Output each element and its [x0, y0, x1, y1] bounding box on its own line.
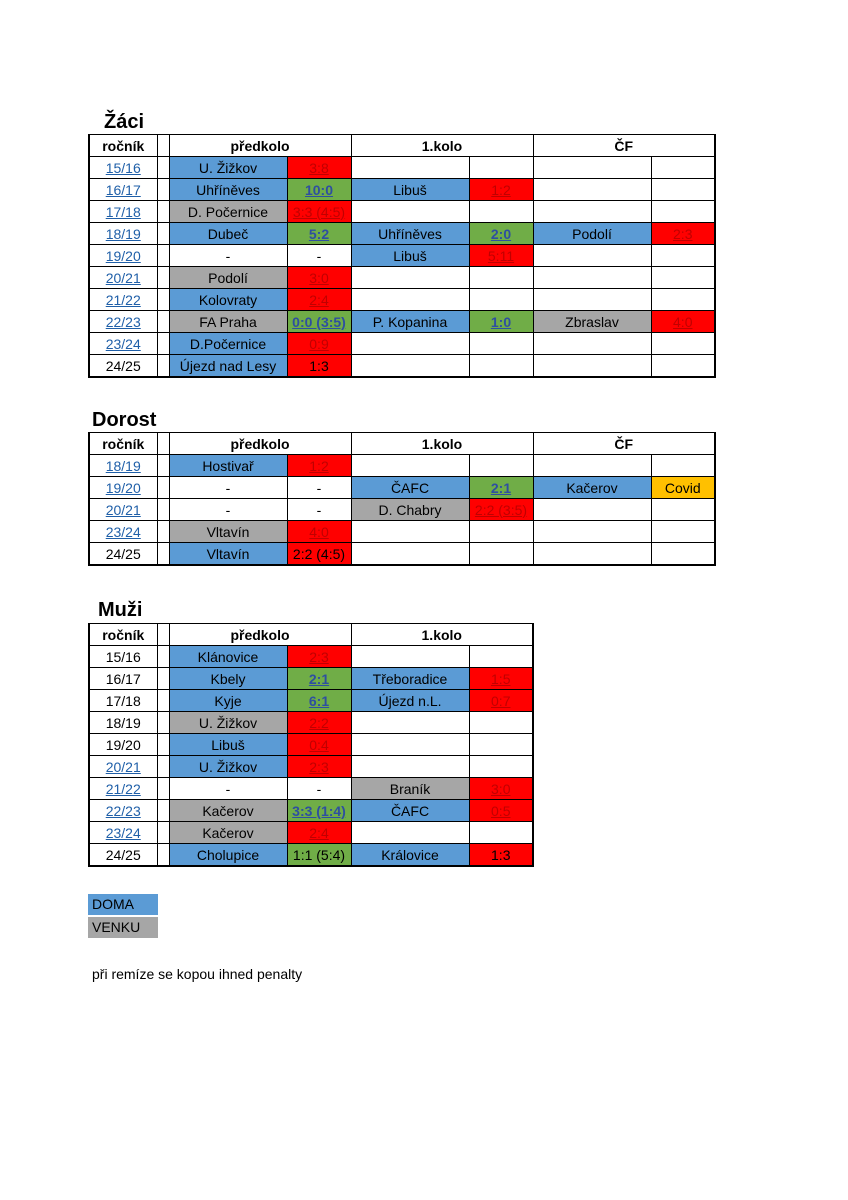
spacer-cell	[157, 712, 169, 734]
spacer-cell	[157, 778, 169, 800]
score-text[interactable]: 3:0	[491, 780, 511, 797]
score-text[interactable]: 1:2	[309, 457, 329, 474]
prelim-opponent: Cholupice	[169, 844, 287, 867]
prelim-score[interactable]	[287, 157, 351, 179]
cf-score	[651, 455, 715, 477]
cf-opponent	[533, 267, 651, 289]
table-row	[89, 455, 715, 477]
score-text[interactable]: 2:2 (3:5)	[474, 501, 528, 518]
prelim-score	[287, 499, 351, 521]
year-cell: 24/25	[89, 355, 157, 378]
table-row	[89, 844, 533, 867]
round1-score[interactable]	[469, 477, 533, 499]
cf-opponent	[533, 521, 651, 543]
round1-score[interactable]	[469, 800, 533, 822]
prelim-score[interactable]	[287, 289, 351, 311]
cf-opponent	[533, 245, 651, 267]
spacer-cell	[157, 822, 169, 844]
spacer-cell	[157, 289, 169, 311]
prelim-score[interactable]	[287, 690, 351, 712]
prelim-score[interactable]	[287, 521, 351, 543]
prelim-score[interactable]	[287, 822, 351, 844]
score-text: Covid	[664, 479, 701, 496]
prelim-score[interactable]	[287, 734, 351, 756]
prelim-score[interactable]	[287, 267, 351, 289]
cf-opponent	[533, 543, 651, 566]
table-zaci	[88, 134, 716, 378]
prelim-opponent: Vltavín	[169, 521, 287, 543]
table-dorost	[88, 432, 716, 566]
score-text[interactable]: 2:4	[309, 824, 329, 841]
year-cell[interactable]: 16/17	[89, 179, 157, 201]
prelim-score[interactable]	[287, 800, 351, 822]
round1-opponent	[351, 712, 469, 734]
cf-score	[651, 289, 715, 311]
prelim-score[interactable]	[287, 455, 351, 477]
round1-opponent	[351, 201, 469, 223]
spacer-cell	[157, 756, 169, 778]
year-cell[interactable]: 22/23	[89, 800, 157, 822]
cf-score	[651, 521, 715, 543]
score-text[interactable]: 10:0	[304, 181, 334, 198]
prelim-opponent: Kačerov	[169, 822, 287, 844]
round1-opponent	[351, 355, 469, 378]
prelim-score	[287, 778, 351, 800]
cf-score	[651, 201, 715, 223]
header-row	[89, 433, 715, 455]
score-text[interactable]: 3:3 (1:4)	[292, 802, 346, 819]
table-row	[89, 521, 715, 543]
spacer-cell	[157, 646, 169, 668]
score-text[interactable]: 4:0	[309, 523, 329, 540]
cf-score	[651, 267, 715, 289]
year-cell[interactable]: 19/20	[89, 477, 157, 499]
spacer-cell	[157, 800, 169, 822]
score-text: 1:3	[309, 357, 329, 374]
round1-score	[469, 355, 533, 378]
prelim-opponent: Újezd nad Lesy	[169, 355, 287, 378]
round1-opponent	[351, 521, 469, 543]
round1-opponent	[351, 734, 469, 756]
header-row	[89, 624, 533, 646]
header-spacer	[157, 433, 169, 455]
round1-opponent: ČAFC	[351, 477, 469, 499]
spacer-cell	[157, 311, 169, 333]
year-cell[interactable]: 23/24	[89, 521, 157, 543]
table-row	[89, 289, 715, 311]
prelim-score	[287, 355, 351, 378]
prelim-opponent: Kbely	[169, 668, 287, 690]
score-text[interactable]: 1:2	[491, 181, 511, 198]
prelim-opponent: -	[169, 499, 287, 521]
table-row	[89, 157, 715, 179]
prelim-opponent: -	[169, 245, 287, 267]
round1-opponent	[351, 333, 469, 355]
prelim-score[interactable]	[287, 712, 351, 734]
section-title-muzi: Muži	[98, 599, 143, 621]
round1-opponent: ČAFC	[351, 800, 469, 822]
year-cell[interactable]: 21/22	[89, 289, 157, 311]
round1-score[interactable]	[469, 690, 533, 712]
table-row	[89, 778, 533, 800]
round1-opponent: Libuš	[351, 179, 469, 201]
year-cell: 17/18	[89, 690, 157, 712]
year-cell[interactable]: 20/21	[89, 499, 157, 521]
round1-score[interactable]	[469, 499, 533, 521]
table-row	[89, 668, 533, 690]
round1-score	[469, 756, 533, 778]
score-text[interactable]: 3:3 (4:5)	[292, 203, 346, 220]
spacer-cell	[157, 521, 169, 543]
cf-score	[651, 157, 715, 179]
prelim-score[interactable]	[287, 223, 351, 245]
cf-score	[651, 543, 715, 566]
prelim-opponent: U. Žižkov	[169, 157, 287, 179]
score-text: 2:2 (4:5)	[292, 545, 346, 562]
score-text: -	[316, 479, 322, 496]
round1-opponent: Třeboradice	[351, 668, 469, 690]
cf-score	[651, 499, 715, 521]
score-text[interactable]: 2:4	[309, 291, 329, 308]
cf-opponent: Zbraslav	[533, 311, 651, 333]
round1-opponent: Braník	[351, 778, 469, 800]
round1-opponent	[351, 756, 469, 778]
header-spacer	[157, 624, 169, 646]
prelim-opponent: Podolí	[169, 267, 287, 289]
year-cell[interactable]: 20/21	[89, 267, 157, 289]
spacer-cell	[157, 267, 169, 289]
round1-opponent: Újezd n.L.	[351, 690, 469, 712]
score-text[interactable]: 2:2	[309, 714, 329, 731]
table-row	[89, 499, 715, 521]
prelim-score	[287, 477, 351, 499]
round1-opponent	[351, 267, 469, 289]
table-row	[89, 477, 715, 499]
prelim-opponent: -	[169, 778, 287, 800]
round1-score[interactable]	[469, 311, 533, 333]
prelim-score[interactable]	[287, 756, 351, 778]
cf-opponent: Kačerov	[533, 477, 651, 499]
round1-opponent	[351, 646, 469, 668]
year-cell[interactable]: 21/22	[89, 778, 157, 800]
score-text: 1:3	[491, 846, 511, 863]
cf-score	[651, 333, 715, 355]
year-cell[interactable]: 23/24	[89, 822, 157, 844]
score-text[interactable]: 6:1	[308, 692, 330, 709]
score-text[interactable]: 2:3	[309, 648, 329, 665]
legend-home: DOMA	[88, 894, 158, 915]
prelim-score[interactable]	[287, 668, 351, 690]
spacer-cell	[157, 355, 169, 378]
header-prelim: předkolo	[169, 433, 351, 455]
prelim-opponent: D.Počernice	[169, 333, 287, 355]
prelim-opponent: Kolovraty	[169, 289, 287, 311]
spacer-cell	[157, 734, 169, 756]
header-prelim: předkolo	[169, 135, 351, 157]
score-text[interactable]: 2:1	[308, 670, 330, 687]
score-text: -	[316, 247, 322, 264]
score-text[interactable]: 2:1	[490, 479, 512, 496]
spacer-cell	[157, 690, 169, 712]
year-cell[interactable]: 17/18	[89, 201, 157, 223]
score-text[interactable]: 1:5	[491, 670, 511, 687]
score-text[interactable]: 5:2	[308, 225, 330, 242]
table-row	[89, 646, 533, 668]
round1-score[interactable]	[469, 778, 533, 800]
year-cell: 16/17	[89, 668, 157, 690]
round1-opponent: P. Kopanina	[351, 311, 469, 333]
year-cell: 19/20	[89, 734, 157, 756]
round1-score	[469, 734, 533, 756]
cf-opponent	[533, 499, 651, 521]
cf-score	[651, 477, 715, 499]
round1-score	[469, 712, 533, 734]
score-text[interactable]: 1:0	[490, 313, 512, 330]
table-row	[89, 333, 715, 355]
spacer-cell	[157, 543, 169, 566]
round1-opponent: D. Chabry	[351, 499, 469, 521]
table-row	[89, 712, 533, 734]
year-cell[interactable]: 18/19	[89, 455, 157, 477]
table-row	[89, 756, 533, 778]
year-cell: 18/19	[89, 712, 157, 734]
round1-score	[469, 289, 533, 311]
header-year: ročník	[89, 624, 157, 646]
cf-score	[651, 355, 715, 378]
spacer-cell	[157, 223, 169, 245]
spacer-cell	[157, 157, 169, 179]
prelim-opponent: D. Počernice	[169, 201, 287, 223]
round1-score	[469, 267, 533, 289]
score-text[interactable]: 2:0	[490, 225, 512, 242]
round1-score	[469, 822, 533, 844]
table-row	[89, 690, 533, 712]
score-text[interactable]: 0:5	[491, 802, 511, 819]
score-text[interactable]: 4:0	[673, 313, 693, 330]
table-row	[89, 311, 715, 333]
prelim-opponent: Dubeč	[169, 223, 287, 245]
round1-opponent: Královice	[351, 844, 469, 867]
score-text[interactable]: 3:0	[309, 269, 329, 286]
prelim-opponent: -	[169, 477, 287, 499]
table-row	[89, 267, 715, 289]
cf-score[interactable]	[651, 311, 715, 333]
prelim-score[interactable]	[287, 646, 351, 668]
round1-score	[469, 844, 533, 867]
prelim-score	[287, 543, 351, 566]
header-cf: ČF	[533, 135, 715, 157]
cf-opponent	[533, 179, 651, 201]
year-cell[interactable]: 19/20	[89, 245, 157, 267]
year-cell[interactable]: 18/19	[89, 223, 157, 245]
score-text[interactable]: 0:4	[309, 736, 329, 753]
header-prelim: předkolo	[169, 624, 351, 646]
table-row	[89, 179, 715, 201]
year-cell: 15/16	[89, 646, 157, 668]
round1-score[interactable]	[469, 223, 533, 245]
legend-away: VENKU	[88, 917, 158, 938]
prelim-opponent: FA Praha	[169, 311, 287, 333]
spacer-cell	[157, 477, 169, 499]
prelim-opponent: Uhříněves	[169, 179, 287, 201]
score-text[interactable]: 0:9	[309, 335, 329, 352]
table-row	[89, 734, 533, 756]
prelim-opponent: Vltavín	[169, 543, 287, 566]
round1-opponent	[351, 157, 469, 179]
table-row	[89, 800, 533, 822]
round1-score[interactable]	[469, 245, 533, 267]
spacer-cell	[157, 844, 169, 867]
spacer-cell	[157, 245, 169, 267]
cf-opponent	[533, 455, 651, 477]
prelim-score[interactable]	[287, 333, 351, 355]
prelim-opponent: Kačerov	[169, 800, 287, 822]
prelim-score	[287, 245, 351, 267]
round1-score	[469, 201, 533, 223]
prelim-opponent: Kyje	[169, 690, 287, 712]
cf-score[interactable]	[651, 223, 715, 245]
spacer-cell	[157, 201, 169, 223]
table-row	[89, 543, 715, 566]
round1-opponent	[351, 289, 469, 311]
cf-opponent	[533, 289, 651, 311]
header-round1: 1.kolo	[351, 135, 533, 157]
header-year: ročník	[89, 135, 157, 157]
round1-score	[469, 646, 533, 668]
score-text[interactable]: 3:8	[309, 159, 329, 176]
cf-score	[651, 179, 715, 201]
prelim-opponent: U. Žižkov	[169, 712, 287, 734]
round1-opponent: Uhříněves	[351, 223, 469, 245]
cf-opponent	[533, 157, 651, 179]
prelim-score[interactable]	[287, 201, 351, 223]
year-cell[interactable]: 22/23	[89, 311, 157, 333]
round1-score	[469, 333, 533, 355]
score-text[interactable]: 2:3	[673, 225, 693, 242]
table-muzi	[88, 623, 534, 867]
cf-opponent	[533, 201, 651, 223]
prelim-score[interactable]	[287, 179, 351, 201]
header-round1: 1.kolo	[351, 433, 533, 455]
penalty-note: při remíze se kopou ihned penalty	[92, 966, 303, 982]
year-cell: 24/25	[89, 844, 157, 867]
prelim-opponent: Hostivař	[169, 455, 287, 477]
header-round1: 1.kolo	[351, 624, 533, 646]
score-text: 1:1 (5:4)	[292, 846, 346, 863]
table-row	[89, 822, 533, 844]
round1-opponent	[351, 822, 469, 844]
year-cell[interactable]: 15/16	[89, 157, 157, 179]
round1-score[interactable]	[469, 668, 533, 690]
cf-opponent: Podolí	[533, 223, 651, 245]
header-year: ročník	[89, 433, 157, 455]
year-cell[interactable]: 20/21	[89, 756, 157, 778]
cf-opponent	[533, 355, 651, 378]
cf-score	[651, 245, 715, 267]
prelim-opponent: Klánovice	[169, 646, 287, 668]
round1-opponent: Libuš	[351, 245, 469, 267]
section-title-dorost: Dorost	[92, 409, 157, 431]
score-text[interactable]: 0:7	[491, 692, 511, 709]
round1-score	[469, 455, 533, 477]
spacer-cell	[157, 455, 169, 477]
spacer-cell	[157, 179, 169, 201]
round1-score	[469, 157, 533, 179]
year-cell[interactable]: 23/24	[89, 333, 157, 355]
score-text[interactable]: 0:0 (3:5)	[292, 313, 346, 330]
spacer-cell	[157, 668, 169, 690]
score-text[interactable]: 5:11	[487, 247, 515, 264]
prelim-score	[287, 844, 351, 867]
section-title-zaci: Žáci	[104, 111, 145, 133]
spacer-cell	[157, 499, 169, 521]
header-cf: ČF	[533, 433, 715, 455]
round1-opponent	[351, 543, 469, 566]
cf-opponent	[533, 333, 651, 355]
prelim-opponent: U. Žižkov	[169, 756, 287, 778]
table-row	[89, 223, 715, 245]
header-row	[89, 135, 715, 157]
round1-score	[469, 543, 533, 566]
prelim-opponent: Libuš	[169, 734, 287, 756]
round1-score[interactable]	[469, 179, 533, 201]
score-text[interactable]: 2:3	[309, 758, 329, 775]
table-row	[89, 355, 715, 378]
table-row	[89, 245, 715, 267]
round1-opponent	[351, 455, 469, 477]
table-row	[89, 201, 715, 223]
prelim-score[interactable]	[287, 311, 351, 333]
round1-score	[469, 521, 533, 543]
spacer-cell	[157, 333, 169, 355]
header-spacer	[157, 135, 169, 157]
year-cell: 24/25	[89, 543, 157, 566]
score-text: -	[316, 501, 322, 518]
score-text: -	[316, 780, 322, 797]
